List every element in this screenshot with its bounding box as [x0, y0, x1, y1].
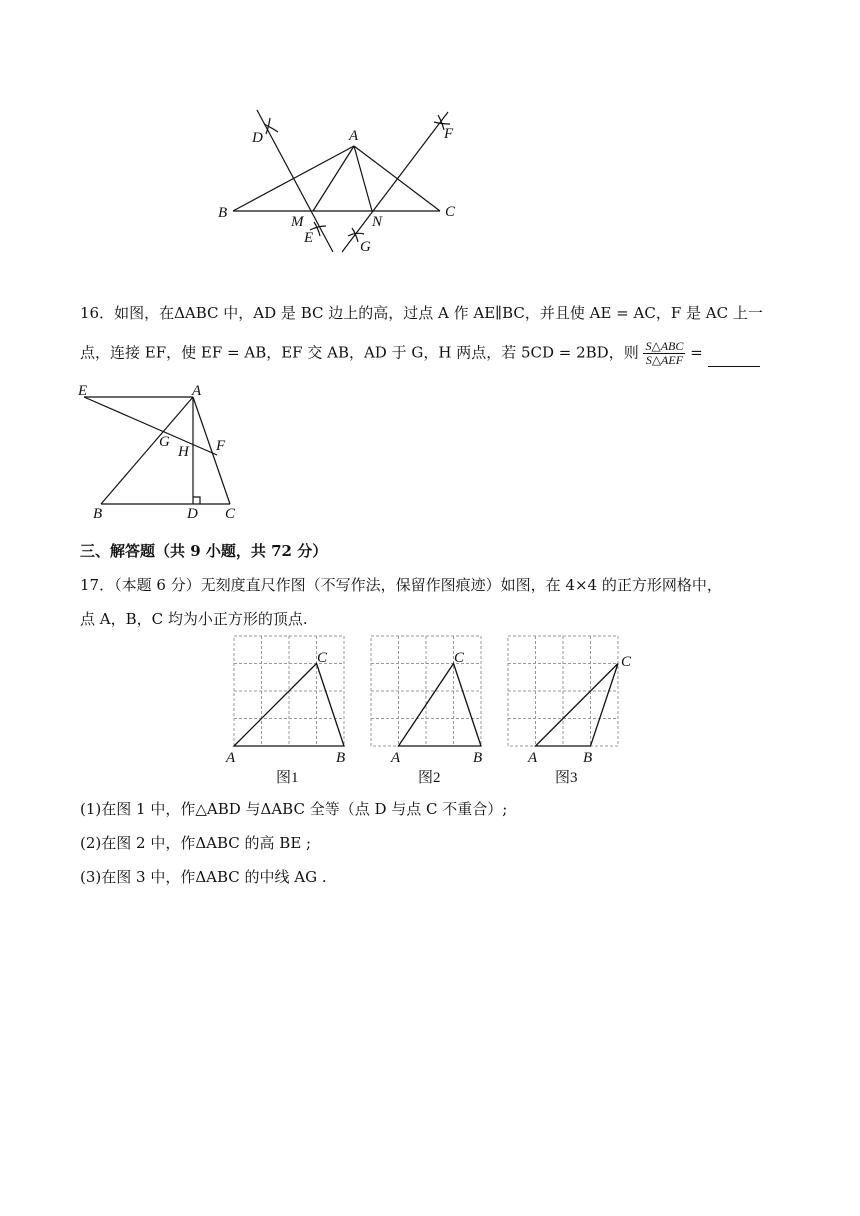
label-C: C	[445, 204, 456, 220]
sub-question-3: (3)在图 3 中，作ΔABC 的中线 AG .	[80, 868, 327, 886]
label-G: G	[360, 239, 371, 255]
label-H: H	[178, 444, 189, 460]
q16-figure	[74, 382, 249, 522]
fig1-label-C: C	[317, 650, 328, 666]
fig2-label-B: B	[473, 750, 483, 766]
equals-sign: =	[690, 343, 703, 362]
answer-blank	[708, 352, 760, 367]
fig3-label-C: C	[621, 654, 632, 670]
label-B: B	[93, 506, 103, 522]
fig3-caption: 图3	[555, 770, 578, 786]
section-heading: 三、解答题（共 9 小题，共 72 分）	[80, 542, 328, 560]
fig2-label-C: C	[454, 650, 465, 666]
label-D: D	[187, 506, 198, 522]
label-A: A	[349, 128, 359, 144]
fig1-label-B: B	[336, 750, 346, 766]
fraction-numerator: S△ABC	[645, 339, 684, 353]
label-F: F	[216, 438, 226, 454]
question-17-line1: 17．（本题 6 分）无刻度直尺作图（不写作法，保留作图痕迹）如图，在 4×4 的正方形网格中，	[80, 576, 722, 594]
question-16-line1: 16．如图，在ΔABC 中，AD 是 BC 边上的高，过点 A 作 AE∥BC，并且使 AE = AC，F 是 AC 上一	[80, 304, 763, 322]
label-M: M	[291, 214, 304, 230]
area-ratio-fraction	[643, 340, 685, 367]
fig3-label-A: A	[528, 750, 538, 766]
question-16-line2	[80, 340, 760, 367]
label-A: A	[192, 383, 202, 399]
fraction-denominator: S△AEF	[645, 353, 684, 367]
grid-figures	[220, 630, 650, 790]
label-C: C	[225, 506, 236, 522]
label-D: D	[252, 130, 263, 146]
question-17-line2: 点 A，B，C 均为小正方形的顶点.	[80, 610, 308, 628]
sub-question-2: (2)在图 2 中，作ΔABC 的高 BE ;	[80, 834, 312, 852]
fig1-label-A: A	[226, 750, 236, 766]
fig2-caption: 图2	[418, 770, 441, 786]
label-B: B	[218, 205, 228, 221]
label-G: G	[159, 434, 170, 450]
question-16-line2-text: 点，连接 EF，使 EF = AB，EF 交 AB，AD 于 G，H 两点，若 5CD = 2BD，则	[80, 343, 639, 362]
construction-figure	[200, 100, 480, 265]
fig3-label-B: B	[583, 750, 593, 766]
label-F: F	[444, 126, 454, 142]
fig1-caption: 图1	[276, 770, 299, 786]
label-E: E	[304, 230, 314, 246]
fig2-label-A: A	[391, 750, 401, 766]
label-E: E	[78, 383, 88, 399]
label-N: N	[372, 214, 383, 230]
sub-question-1: (1)在图 1 中，作△ABD 与ΔABC 全等（点 D 与点 C 不重合）;	[80, 800, 508, 818]
